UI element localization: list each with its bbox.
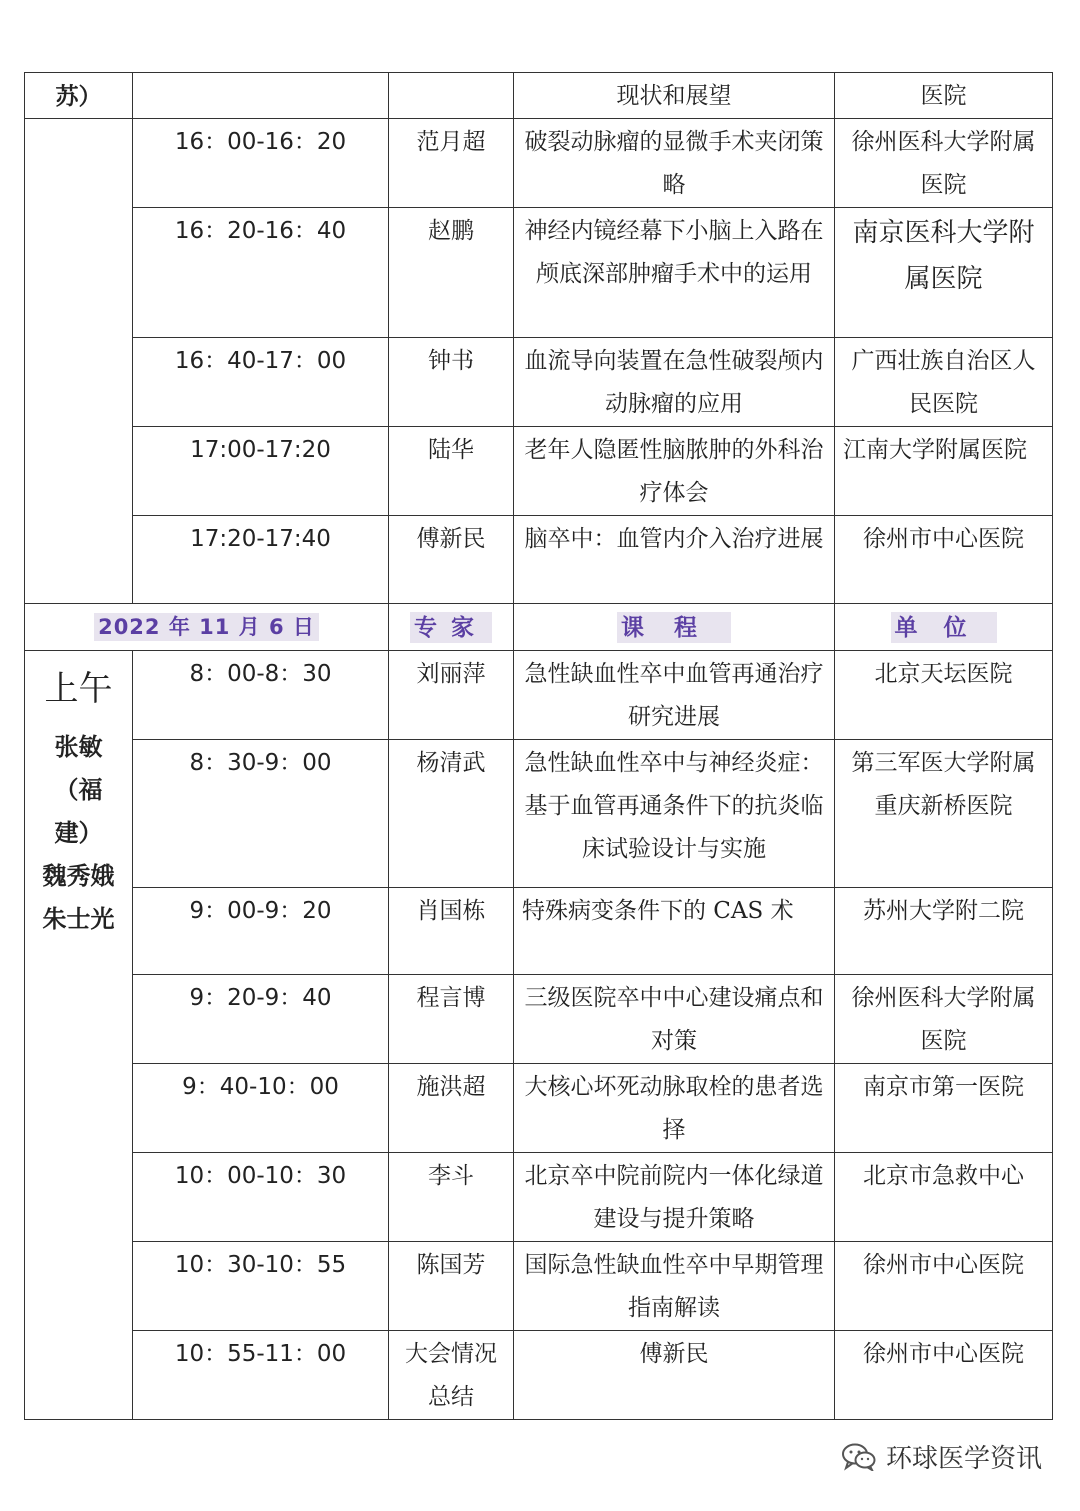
table-row: [25, 1064, 1053, 1153]
table-row: [25, 1331, 1053, 1420]
speaker-cell: [389, 73, 514, 119]
date-header-cell: [25, 604, 389, 651]
expert-header-cell: [389, 604, 514, 651]
topic-cell: 破裂动脉瘤的显微手术夹闭策略: [514, 119, 835, 208]
speaker-cell: 程言博: [389, 975, 514, 1064]
institution-cell: 徐州市中心医院: [835, 516, 1053, 604]
institution-cell: 徐州医科大学附属医院: [835, 975, 1053, 1064]
time-cell: 16：00-16：20: [133, 119, 389, 208]
speaker-cell: 范月超: [389, 119, 514, 208]
time-cell: 9：00-9：20: [133, 888, 389, 975]
table-row: [25, 427, 1053, 516]
session-cell-tail: 苏）: [25, 73, 133, 119]
table-row: [25, 975, 1053, 1064]
institution-cell: 南京市第一医院: [835, 1064, 1053, 1153]
table-row: [25, 208, 1053, 338]
table-row: [25, 1153, 1053, 1242]
time-cell: 17:00-17:20: [133, 427, 389, 516]
unit-header-cell: [835, 604, 1053, 651]
topic-cell: 急性缺血性卒中与神经炎症：基于血管再通条件下的抗炎临床试验设计与实施: [514, 740, 835, 888]
topic-cell: 老年人隐匿性脑脓肿的外科治疗体会: [514, 427, 835, 516]
speaker-cell: 刘丽萍: [389, 651, 514, 740]
table-row: [25, 651, 1053, 740]
session-chair-1: 张敏: [54, 732, 103, 761]
topic-cell: 神经内镜经幕下小脑上入路在颅底深部肿瘤手术中的运用: [514, 208, 835, 338]
speaker-cell: 陆华: [389, 427, 514, 516]
time-cell: 8：30-9：00: [133, 740, 389, 888]
session-period-label: 上午: [44, 669, 113, 709]
table-row: [25, 740, 1053, 888]
time-cell: 8：00-8：30: [133, 651, 389, 740]
institution-cell: 徐州市中心医院: [835, 1242, 1053, 1331]
watermark-label: 环球医学资讯: [885, 1444, 1042, 1474]
institution-cell: 江南大学附属医院: [835, 427, 1053, 516]
session-chair-4: 魏秀娥: [42, 861, 115, 890]
date-header-row: [25, 604, 1053, 651]
institution-cell: 北京市急救中心: [835, 1153, 1053, 1242]
topic-cell: 国际急性缺血性卒中早期管理指南解读: [514, 1242, 835, 1331]
schedule-table: [24, 72, 1053, 1420]
time-cell: 10：00-10：30: [133, 1153, 389, 1242]
unit-label: 单位: [891, 612, 997, 643]
institution-cell: 南京医科大学附属医院: [835, 208, 1053, 338]
speaker-cell: 钟书: [389, 338, 514, 427]
session-chair-5: 朱士光: [42, 904, 115, 933]
table-row: [25, 119, 1053, 208]
topic-cell: 大核心坏死动脉取栓的患者选择: [514, 1064, 835, 1153]
time-cell: 9：20-9：40: [133, 975, 389, 1064]
speaker-cell: 赵鹏: [389, 208, 514, 338]
course-header-cell: [514, 604, 835, 651]
speaker-cell: 杨清武: [389, 740, 514, 888]
topic-cell: 北京卒中院前院内一体化绿道建设与提升策略: [514, 1153, 835, 1242]
institution-cell: 北京天坛医院: [835, 651, 1053, 740]
speaker-cell: 陈国芳: [389, 1242, 514, 1331]
time-cell: 10：55-11：00: [133, 1331, 389, 1420]
institution-cell: 徐州医科大学附属医院: [835, 119, 1053, 208]
time-cell: 10：30-10：55: [133, 1242, 389, 1331]
table-row: [25, 888, 1053, 975]
topic-cell: 血流导向装置在急性破裂颅内动脉瘤的应用: [514, 338, 835, 427]
top-continuation-row: [25, 73, 1053, 119]
time-cell: 16：20-16：40: [133, 208, 389, 338]
speaker-cell: 李斗: [389, 1153, 514, 1242]
institution-cell: 广西壮族自治区人民医院: [835, 338, 1053, 427]
institution-cell: 苏州大学附二院: [835, 888, 1053, 975]
table-row: [25, 516, 1053, 604]
wechat-icon: [842, 1443, 876, 1471]
speaker-cell: 施洪超: [389, 1064, 514, 1153]
topic-cell: 脑卒中：血管内介入治疗进展: [514, 516, 835, 604]
institution-cell: 徐州市中心医院: [835, 1331, 1053, 1420]
topic-cell: 现状和展望: [514, 73, 835, 119]
expert-label: 专家: [410, 612, 492, 643]
session-chair-2: （福: [54, 775, 103, 804]
institution-cell: 第三军医大学附属重庆新桥医院: [835, 740, 1053, 888]
time-cell: [133, 73, 389, 119]
speaker-cell: 大会情况总结: [389, 1331, 514, 1420]
time-cell: 17:20-17:40: [133, 516, 389, 604]
topic-cell: 急性缺血性卒中血管再通治疗研究进展: [514, 651, 835, 740]
watermark: [842, 1438, 1042, 1475]
date-label: 2022 年 11 月 6 日: [94, 613, 319, 641]
time-cell: 16：40-17：00: [133, 338, 389, 427]
institution-cell: 医院: [835, 73, 1053, 119]
course-label: 课程: [617, 612, 731, 643]
session-cell-morning: [25, 651, 133, 1420]
table-row: [25, 338, 1053, 427]
session-cell-empty: [25, 119, 133, 604]
topic-cell: 特殊病变条件下的 CAS 术: [514, 888, 835, 975]
topic-cell: 三级医院卒中中心建设痛点和对策: [514, 975, 835, 1064]
time-cell: 9：40-10：00: [133, 1064, 389, 1153]
speaker-cell: 肖国栋: [389, 888, 514, 975]
speaker-cell: 傅新民: [389, 516, 514, 604]
session-chair-3: 建）: [54, 818, 103, 847]
topic-cell: 傅新民: [514, 1331, 835, 1420]
table-row: [25, 1242, 1053, 1331]
